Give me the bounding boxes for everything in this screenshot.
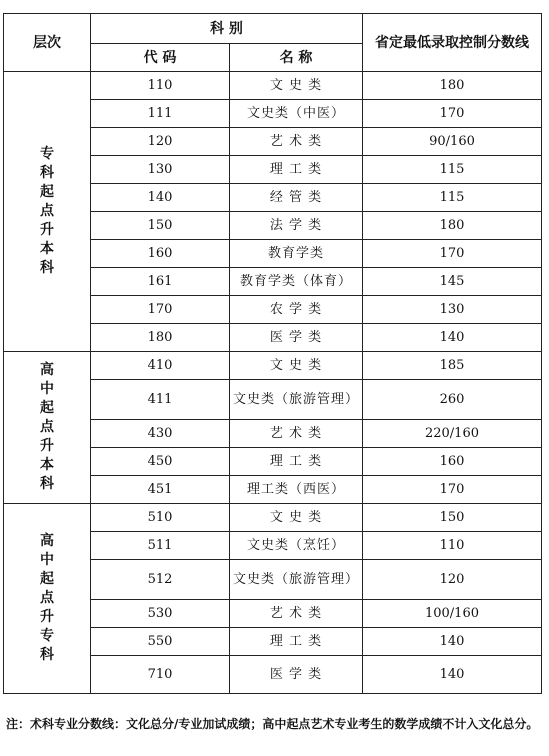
- code-cell: 710: [91, 656, 230, 694]
- admission-score-table: [3, 13, 542, 694]
- level-char: 点: [40, 203, 54, 219]
- score-cell: 150: [363, 504, 542, 532]
- name-cell: 理 工 类: [230, 628, 363, 656]
- table-row: [4, 72, 542, 100]
- score-cell: 140: [363, 628, 542, 656]
- score-cell: 145: [363, 268, 542, 296]
- score-cell: 260: [363, 380, 542, 420]
- name-cell: 艺 术 类: [230, 420, 363, 448]
- level-cell: [4, 352, 91, 504]
- score-cell: 160: [363, 448, 542, 476]
- score-cell: 130: [363, 296, 542, 324]
- level-cell: [4, 504, 91, 694]
- name-cell: 文史类（旅游管理）: [230, 380, 363, 420]
- score-cell: 140: [363, 656, 542, 694]
- level-char: 点: [40, 590, 54, 606]
- name-cell: 文 史 类: [230, 504, 363, 532]
- code-cell: 161: [91, 268, 230, 296]
- score-cell: 180: [363, 212, 542, 240]
- level-char: 高: [40, 533, 54, 549]
- table-row: [4, 352, 542, 380]
- score-cell: 170: [363, 240, 542, 268]
- code-cell: 411: [91, 380, 230, 420]
- name-cell: 教育学类: [230, 240, 363, 268]
- code-cell: 111: [91, 100, 230, 128]
- footnote: 注：术科专业分数线：文化总分/专业加试成绩；高中起点艺术专业考生的数学成绩不计入文化总分。: [6, 717, 539, 731]
- score-cell: 115: [363, 184, 542, 212]
- level-char: 科: [40, 165, 54, 181]
- score-cell: 185: [363, 352, 542, 380]
- score-cell: 170: [363, 476, 542, 504]
- level-char: 起: [40, 400, 54, 416]
- header-code: 代 码: [91, 44, 230, 72]
- score-cell: 120: [363, 560, 542, 600]
- level-char: 专: [40, 146, 54, 162]
- level-char: 升: [40, 222, 54, 238]
- header-score: 省定最低录取控制分数线: [363, 14, 542, 72]
- level-char: 科: [40, 476, 54, 492]
- header-name: 名 称: [230, 44, 363, 72]
- name-cell: 文史类（烹饪）: [230, 532, 363, 560]
- score-cell: 140: [363, 324, 542, 352]
- level-char: 科: [40, 260, 54, 276]
- score-cell: 90/160: [363, 128, 542, 156]
- name-cell: 理 工 类: [230, 156, 363, 184]
- code-cell: 511: [91, 532, 230, 560]
- name-cell: 经 管 类: [230, 184, 363, 212]
- name-cell: 艺 术 类: [230, 128, 363, 156]
- name-cell: 医 学 类: [230, 324, 363, 352]
- level-char: 科: [40, 647, 54, 663]
- name-cell: 艺 术 类: [230, 600, 363, 628]
- code-cell: 120: [91, 128, 230, 156]
- code-cell: 160: [91, 240, 230, 268]
- name-cell: 文史类（旅游管理）: [230, 560, 363, 600]
- level-char: 中: [40, 381, 54, 397]
- table-body: [4, 72, 542, 694]
- level-char: 专: [40, 628, 54, 644]
- level-cell: [4, 72, 91, 352]
- level-char: 升: [40, 438, 54, 454]
- code-cell: 150: [91, 212, 230, 240]
- code-cell: 430: [91, 420, 230, 448]
- code-cell: 530: [91, 600, 230, 628]
- level-char: 起: [40, 571, 54, 587]
- code-cell: 450: [91, 448, 230, 476]
- level-char: 升: [40, 609, 54, 625]
- code-cell: 410: [91, 352, 230, 380]
- name-cell: 理 工 类: [230, 448, 363, 476]
- score-cell: 170: [363, 100, 542, 128]
- score-cell: 110: [363, 532, 542, 560]
- score-cell: 100/160: [363, 600, 542, 628]
- level-char: 本: [40, 457, 54, 473]
- name-cell: 文史类（中医）: [230, 100, 363, 128]
- name-cell: 教育学类（体育）: [230, 268, 363, 296]
- code-cell: 512: [91, 560, 230, 600]
- code-cell: 510: [91, 504, 230, 532]
- name-cell: 法 学 类: [230, 212, 363, 240]
- name-cell: 医 学 类: [230, 656, 363, 694]
- code-cell: 170: [91, 296, 230, 324]
- level-char: 点: [40, 419, 54, 435]
- code-cell: 180: [91, 324, 230, 352]
- level-char: 中: [40, 552, 54, 568]
- code-cell: 451: [91, 476, 230, 504]
- code-cell: 130: [91, 156, 230, 184]
- name-cell: 农 学 类: [230, 296, 363, 324]
- name-cell: 文 史 类: [230, 352, 363, 380]
- name-cell: 理工类（西医）: [230, 476, 363, 504]
- level-char: 高: [40, 362, 54, 378]
- table-row: [4, 504, 542, 532]
- score-cell: 115: [363, 156, 542, 184]
- level-char: 起: [40, 184, 54, 200]
- code-cell: 110: [91, 72, 230, 100]
- header-level: 层次: [4, 14, 91, 72]
- name-cell: 文 史 类: [230, 72, 363, 100]
- code-cell: 140: [91, 184, 230, 212]
- header-category: 科 别: [91, 14, 363, 44]
- score-cell: 180: [363, 72, 542, 100]
- level-char: 本: [40, 241, 54, 257]
- score-cell: 220/160: [363, 420, 542, 448]
- code-cell: 550: [91, 628, 230, 656]
